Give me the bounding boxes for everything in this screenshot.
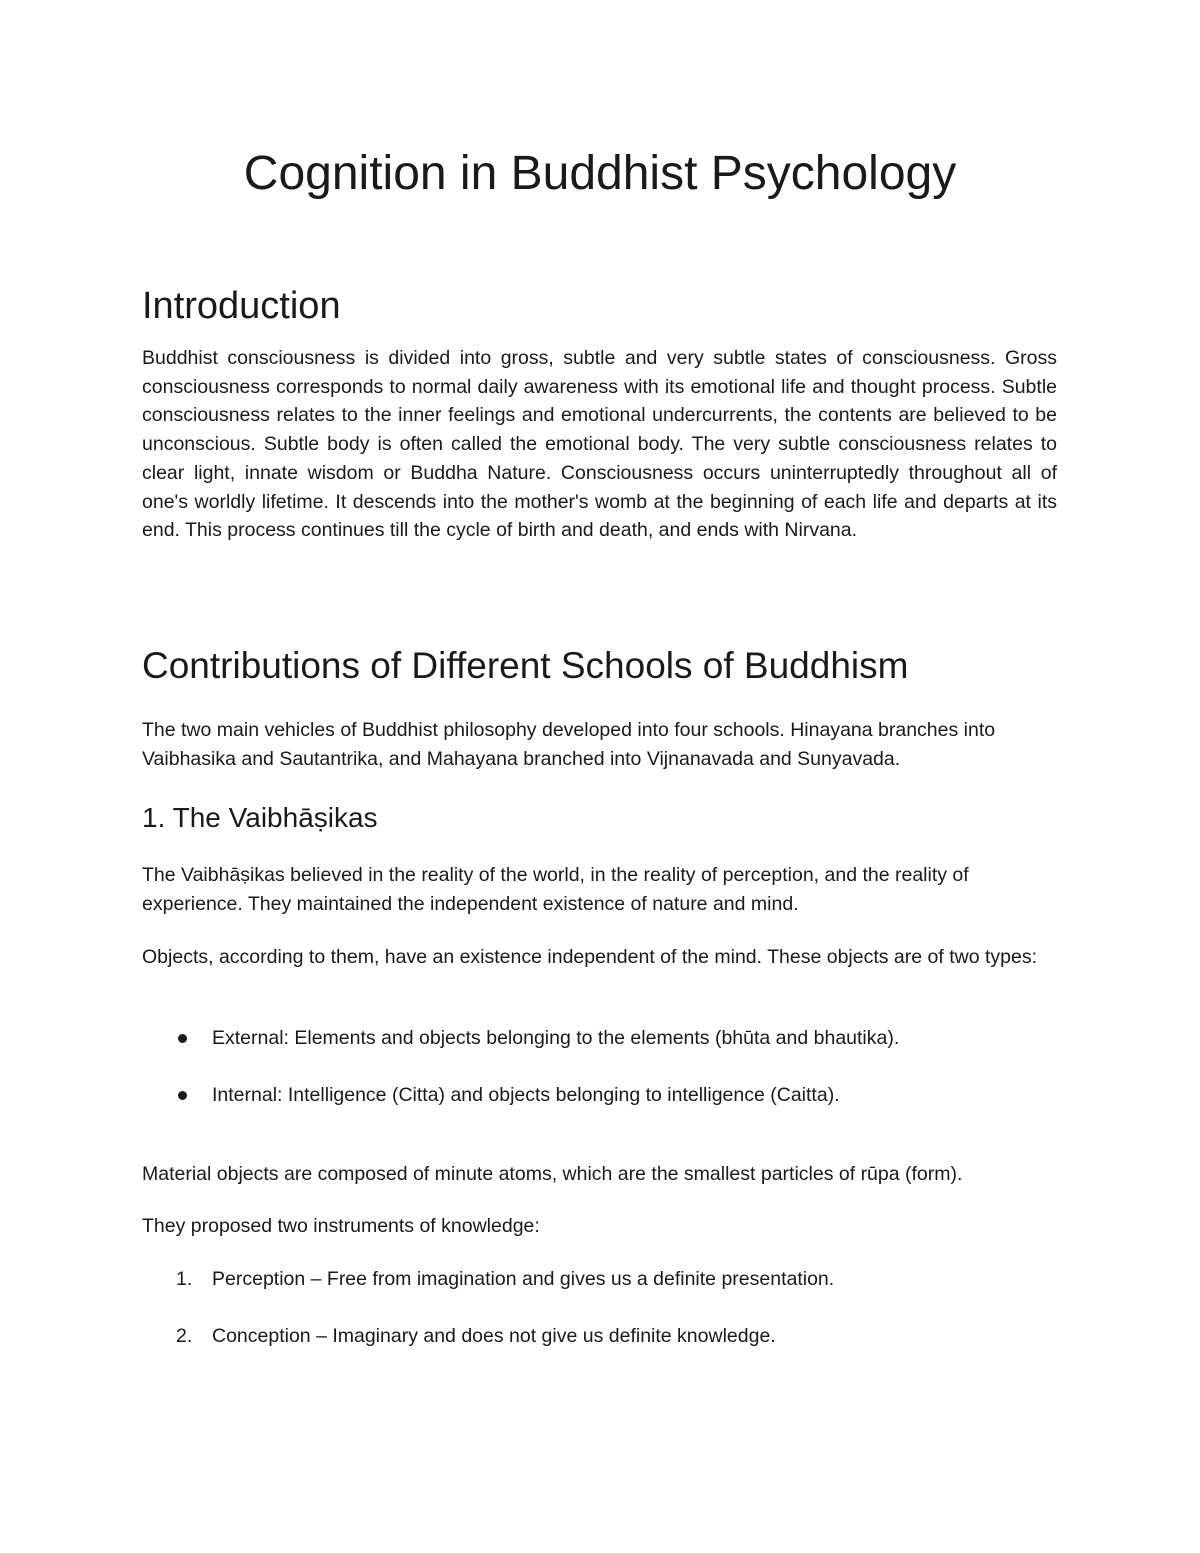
paragraph-objects: Objects, according to them, have an existence independent of the mind. These objects are of two types: xyxy=(142,946,1038,968)
heading-contributions: Contributions of Different Schools of Buddhism xyxy=(142,645,909,686)
list-item-text: Internal: Intelligence (Citta) and objects belonging to intelligence (Caitta). xyxy=(212,1084,840,1106)
heading-vaibhasikas: 1. The Vaibhāṣikas xyxy=(142,802,378,833)
list-item-text: External: Elements and objects belonging to the elements (bhūta and bhautika). xyxy=(212,1027,900,1049)
list-number: 2. xyxy=(176,1325,193,1347)
paragraph-vaibhasikas-reality: The Vaibhāṣikas believed in the reality of the world, in the reality of perception, and the reality of experience. They maintained the independent existence of nature and mind. xyxy=(142,864,969,915)
paragraph-instruments: They proposed two instruments of knowledge: xyxy=(142,1215,540,1237)
bullet-dot-icon xyxy=(178,1034,187,1043)
list-item-text: Perception – Free from imagination and gives us a definite presentation. xyxy=(212,1268,835,1290)
list-number: 1. xyxy=(176,1268,193,1290)
paragraph-material-objects: Material objects are composed of minute atoms, which are the smallest particles of rūpa (form). xyxy=(142,1163,963,1185)
bullet-dot-icon xyxy=(178,1091,187,1100)
document-title: Cognition in Buddhist Psychology xyxy=(243,147,957,200)
paragraph-vehicles: The two main vehicles of Buddhist philosophy developed into four schools. Hinayana branches into Vaibhasika and Sautantrika, and Mahayana branched into Vijnanavada and Sunyavada. xyxy=(142,719,996,770)
heading-introduction: Introduction xyxy=(142,285,341,327)
paragraph-introduction: Buddhist consciousness is divided into gross, subtle and very subtle states of consciousness. Gross consciousness corresponds to normal daily awareness with its emotional life and thought process. Subtle consciousness relates to the inner feelings and emotional undercurrents, the contents are believed to be unconscious. Subtle body is often called the emotional body. The very subtle consciousness relates to clear light, innate wisdom or Buddha Nature. Consciousness occurs uninterruptedly throughout all of one's worldly lifetime. It descends into the mother's womb at the beginning of each life and departs at its end. This process continues till the cycle of birth and death, and ends with Nirvana. xyxy=(142,347,1057,542)
list-item-text: Conception – Imaginary and does not give us definite knowledge. xyxy=(212,1325,776,1347)
